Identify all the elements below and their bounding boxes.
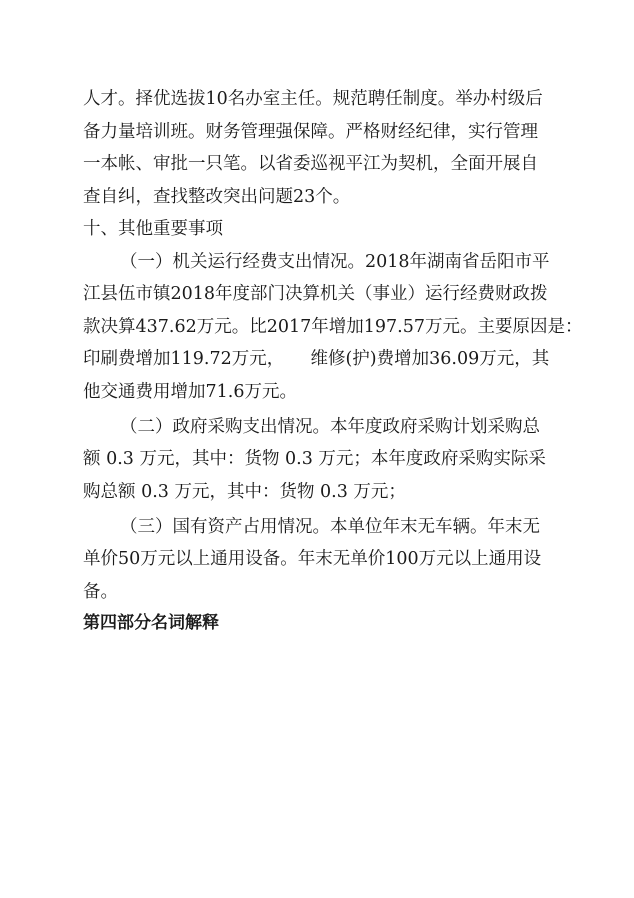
text-line: 款决算437.62万元。比2017年增加197.57万元。主要原因是： <box>83 317 583 337</box>
text-line: 查自纠，查找整改突出问题23个。 <box>83 187 351 207</box>
text-line: 备力量培训班。财务管理强保障。严格财经纪律，实行管理 <box>83 122 538 142</box>
text-line: 一本帐、审批一只笔。以省委巡视平江为契机，全面开展自 <box>83 154 538 174</box>
section-heading: 十、其他重要事项 <box>83 219 223 239</box>
text-line: 印刷费增加119.72万元， 维修(护)费增加36.09万元，其 <box>83 349 550 369</box>
part-heading: 第四部分名词解释 <box>83 613 219 633</box>
paragraph-first-line: （二）政府采购支出情况。本年度政府采购计划采购总 <box>120 417 540 437</box>
text-line: 他交通费用增加71.6万元。 <box>83 382 297 402</box>
paragraph-first-line: （一）机关运行经费支出情况。2018年湖南省岳阳市平 <box>120 252 550 272</box>
text-line: 额 0.3 万元，其中：货物 0.3 万元；本年度政府采购实际采 <box>83 449 546 469</box>
text-line: 购总额 0.3 万元，其中：货物 0.3 万元； <box>83 482 406 502</box>
text-line: 备。 <box>83 582 118 602</box>
text-line: 单价50万元以上通用设备。年末无单价100万元以上通用设 <box>83 549 542 569</box>
paragraph-first-line: （三）国有资产占用情况。本单位年末无车辆。年末无 <box>120 517 540 537</box>
text-line: 人才。择优选拔10名办室主任。规范聘任制度。举办村级后 <box>83 89 543 109</box>
text-line: 江县伍市镇2018年度部门决算机关（事业）运行经费财政拨 <box>83 284 548 304</box>
